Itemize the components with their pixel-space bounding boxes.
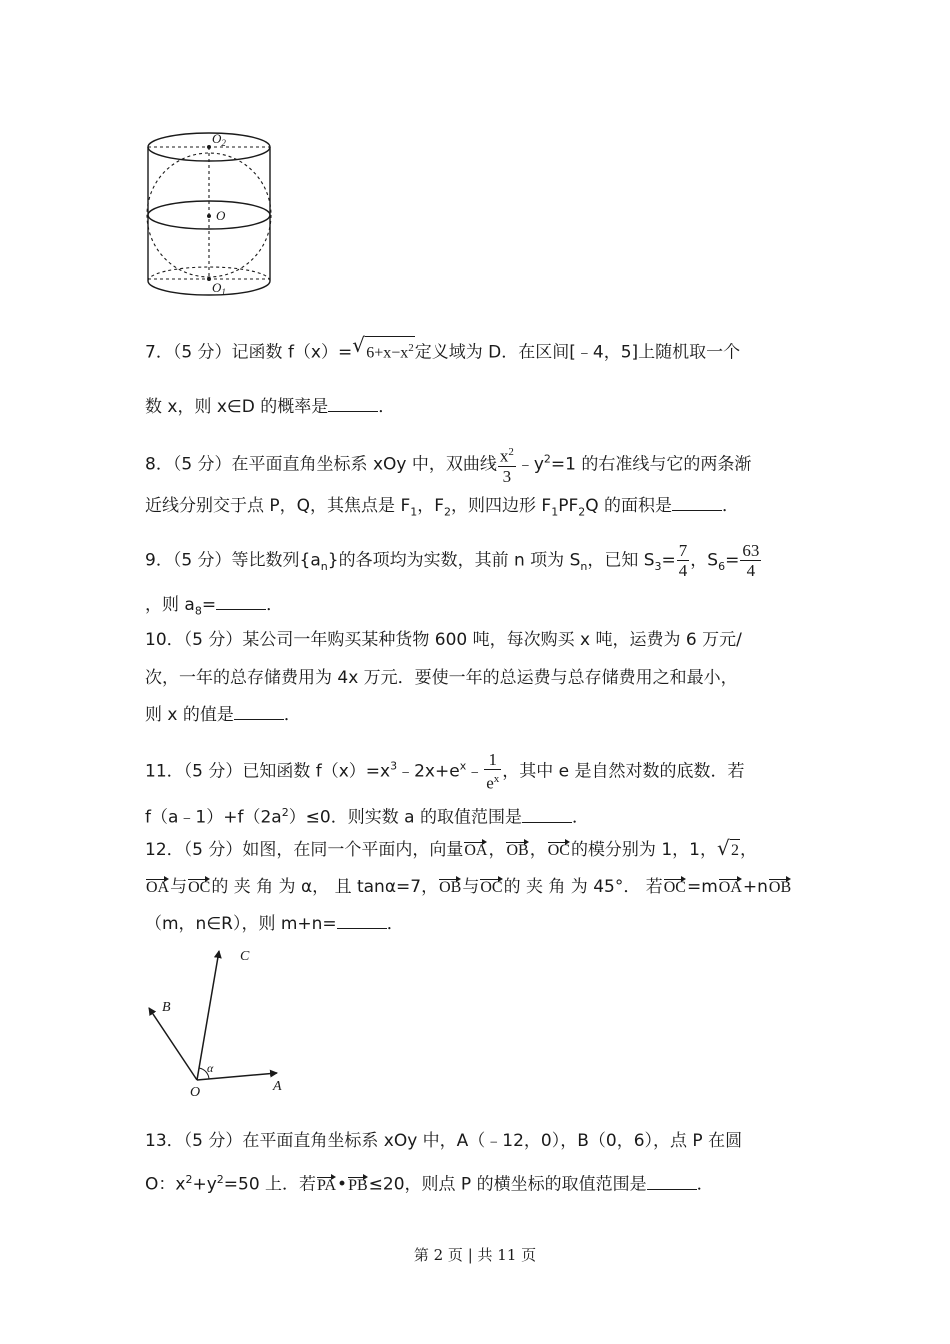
fraction-x2-over-3: $\frac{x^2}{3}$ xyxy=(498,443,516,486)
answer-blank xyxy=(216,594,266,610)
sqrt-expression: √ $6+x-x^2$ xyxy=(352,336,415,364)
vector-oc: OC xyxy=(664,874,686,896)
point-o2 xyxy=(207,145,211,149)
label-b: B xyxy=(162,1000,171,1015)
fraction-1-over-ex: $\frac{1}{e^x}$ xyxy=(486,750,500,793)
q13-line1: 13．（5 分）在平面直角坐标系 xOy 中，A（﹣12，0），B（0，6），点 P 在圆 xyxy=(145,1131,743,1151)
vector-ob: OB xyxy=(439,874,461,896)
label-o2: $O_2$ xyxy=(212,131,226,148)
answer-blank xyxy=(672,495,722,511)
vector-angle-figure xyxy=(140,945,300,1105)
vector-ob-line xyxy=(149,1008,197,1080)
vector-oa: OA xyxy=(464,837,487,859)
vector-oc: OC xyxy=(188,874,210,896)
label-o: O xyxy=(216,208,226,223)
q10-line3: 则 x 的值是 ． xyxy=(145,705,301,725)
cylinder-sphere-figure xyxy=(140,128,280,313)
q11-line1: 11．（5 分）已知函数 $f(x)=x^3﹣2x+e^x﹣$ $\frac{1}{e^x}$ ，其中 e 是自然对数的底数．若 xyxy=(145,750,745,793)
fraction-7-over-4: $\frac{7}{4}$ xyxy=(678,541,688,580)
answer-blank xyxy=(328,396,378,412)
vector-pb: PB xyxy=(348,1172,368,1194)
label-alpha: α xyxy=(207,1061,214,1075)
q13-line2: O：$x^2+y^2=50$ 上．若PA•PB≤20，则点 P 的横坐标的取值范围是 ． xyxy=(145,1173,714,1195)
bottom-arc xyxy=(148,281,270,295)
vector-ob: OB xyxy=(506,837,528,859)
label-a: A xyxy=(273,1079,282,1094)
q9-line2: ，则 $a_8=$ ． xyxy=(145,595,284,618)
q10-line2: 次，一年的总存储费用为 4x 万元．要使一年的总运费与总存储费用之和最小， xyxy=(145,668,738,688)
vector-pa: PA xyxy=(317,1172,336,1194)
fraction-63-over-4: $\frac{63}{4}$ xyxy=(742,541,760,580)
label-o1: $O_1$ xyxy=(212,280,226,297)
vector-oc: OC xyxy=(548,837,570,859)
label-c: C xyxy=(240,949,250,964)
vector-oa: OA xyxy=(146,874,169,896)
q11-line2: $f(a﹣1)+f(2a^2)\le 0$．则实数 a 的取值范围是 ． xyxy=(145,806,589,828)
q8-line2: 近线分别交于点 P，Q，其焦点是 $F_1$，$F_2$，则四边形 $F_1PF_2Q$ 的面积是 ． xyxy=(145,496,740,519)
q12-line1: 12．（5 分）如图，在同一个平面内，向量OA，OB，OC的模分别为 1，1， √ 2， xyxy=(145,836,757,860)
q12-line3: （m，n∈R），则 m+n= ． xyxy=(145,914,404,934)
point-o xyxy=(207,214,211,218)
label-o: O xyxy=(190,1085,201,1100)
q12-line2: OA与OC的 夹 角 为 α， 且 tanα=7，OB与OC的 夹 角 为 45°． 若OC=mOA+nOB xyxy=(145,874,792,898)
q8-line1: 8．（5 分）在平面直角坐标系 xOy 中，双曲线 $\frac{x^2}{3}$ $﹣y^2=1$ 的右准线与它的两条渐 xyxy=(145,443,751,486)
q7-line1: 7．（5 分）记函数 f（x）= √ $6+x-x^2$定义域为 D．在区间[﹣4，5]上随机取一个 xyxy=(145,333,741,363)
point-o1 xyxy=(207,277,211,281)
answer-blank xyxy=(234,704,284,720)
q10-line1: 10．（5 分）某公司一年购买某种货物 600 吨，每次购买 x 吨，运费为 6 万元/ xyxy=(145,630,742,650)
q9-line1: 9．（5 分）等比数列$\{a_n\}$的各项均为实数，其前 n 项为 $S_n$，已知 $S_3=$ $\frac{7}{4}$ ，$S_6=$ $\frac{63}{4}$ xyxy=(145,541,760,580)
answer-blank xyxy=(647,1174,697,1190)
page-footer: 第 2 页 | 共 11 页 xyxy=(413,1246,537,1264)
vector-oc: OC xyxy=(480,874,502,896)
answer-blank xyxy=(522,807,572,823)
q7-line2: 数 x，则 x∈D 的概率是 ． xyxy=(145,397,396,417)
vector-oa: OA xyxy=(719,874,742,896)
answer-blank xyxy=(337,913,387,929)
sqrt-2: √ 2 xyxy=(716,836,739,860)
vector-ob: OB xyxy=(769,874,791,896)
